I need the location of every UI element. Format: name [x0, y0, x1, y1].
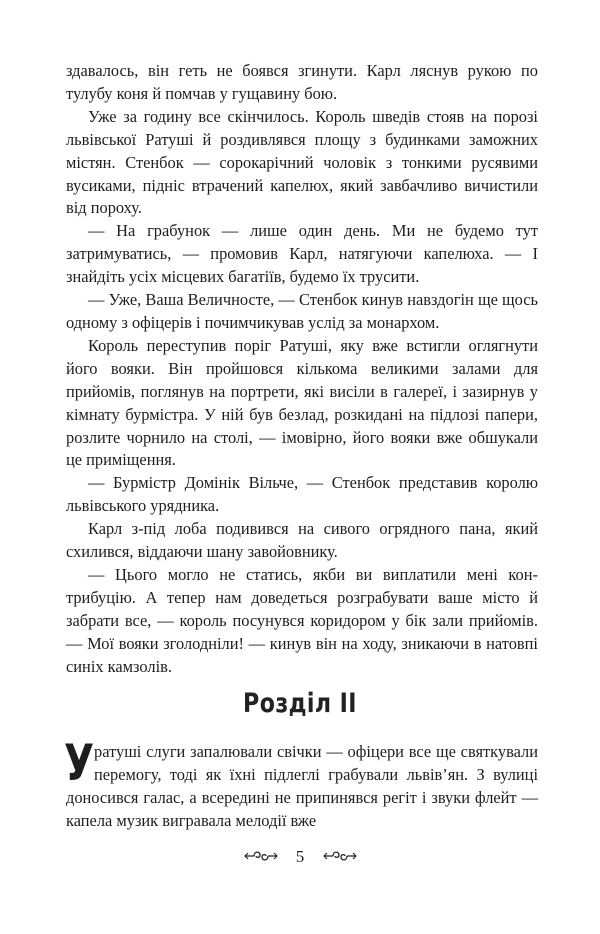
chapter-opening-paragraph — [64, 734, 538, 833]
paragraph: Уже за годину все скінчилось. Король шведів стояв на порозі львівської Ратуші й роздивлявся площу з будинками заможних містян. Стенбок — сорокарічний чоловік з тонкими русявими вусиками, підніс втрачений капелюх, який завбачливо вичистили від пороху. — [66, 106, 538, 218]
paragraph: Карл з-під лоба подивився на сивого огрядного пана, який схилився, віддаючи шану завойовнику. — [66, 519, 538, 562]
paragraph: — На грабунок — лише один день. Ми не будемо тут затримуватись, — промовив Карл, натягуючи капелюха. — І знайдіть усіх місцевих багатіїв, будемо їх трусити. — [66, 221, 538, 287]
page-number: 5 — [295, 847, 305, 867]
chapter-heading: Розділ ІІ — [243, 688, 357, 719]
paragraph: — Уже, Ваша Величносте, — Стенбок кинув навздогін ще щось одному з офіцерів і почимчикував услід за монархом. — [66, 290, 538, 332]
paragraph: Король переступив поріг Ратуші, яку вже встигли оглягнути його вояки. Він пройшовся кількома великими залами для прийомів, поглянув на портрети, які висіли в галереї, і зазирнув у кімнату бурмістра. У ній був безлад, розкидані на підлозі папери, розлите чорнило на столі, — імовірно, його вояки вже обшукали це приміщення. — [66, 335, 538, 470]
paragraph: — Бурмістр Домінік Вільче, — Стенбок представив королю львівського урядника. — [66, 473, 538, 516]
page-footer — [0, 846, 600, 867]
drop-cap: У — [64, 734, 95, 792]
chapter-text-body: ратуші слуги запалювали свічки — офіцери все ще святкували перемогу, тоді як їхні підлеглі грабували львів’ян. З вулиці доносився галас, а всередині не припинявся регіт і звуки флейт — капела музик вигравала мелодії вже — [66, 742, 538, 830]
paragraph: здавалось, він геть не боявся згинути. Карл ляснув рукою по тулубу коня й помчав у гущавину бою. — [66, 61, 538, 103]
paragraph: — Цього могло не статись, якби ви виплатили мені контрибуцію. А тепер нам доведеться розграбувати ваше місто й забрати все, — король посунувся коридором у бік зали прийомів. — Мої вояки зголодніли! — кинув він на ходу, зникаючи в натовпі синіх камзолів. — [66, 564, 538, 676]
scroll-ornament-icon — [323, 847, 357, 867]
body-text — [66, 60, 538, 678]
scroll-ornament-icon — [244, 847, 278, 867]
